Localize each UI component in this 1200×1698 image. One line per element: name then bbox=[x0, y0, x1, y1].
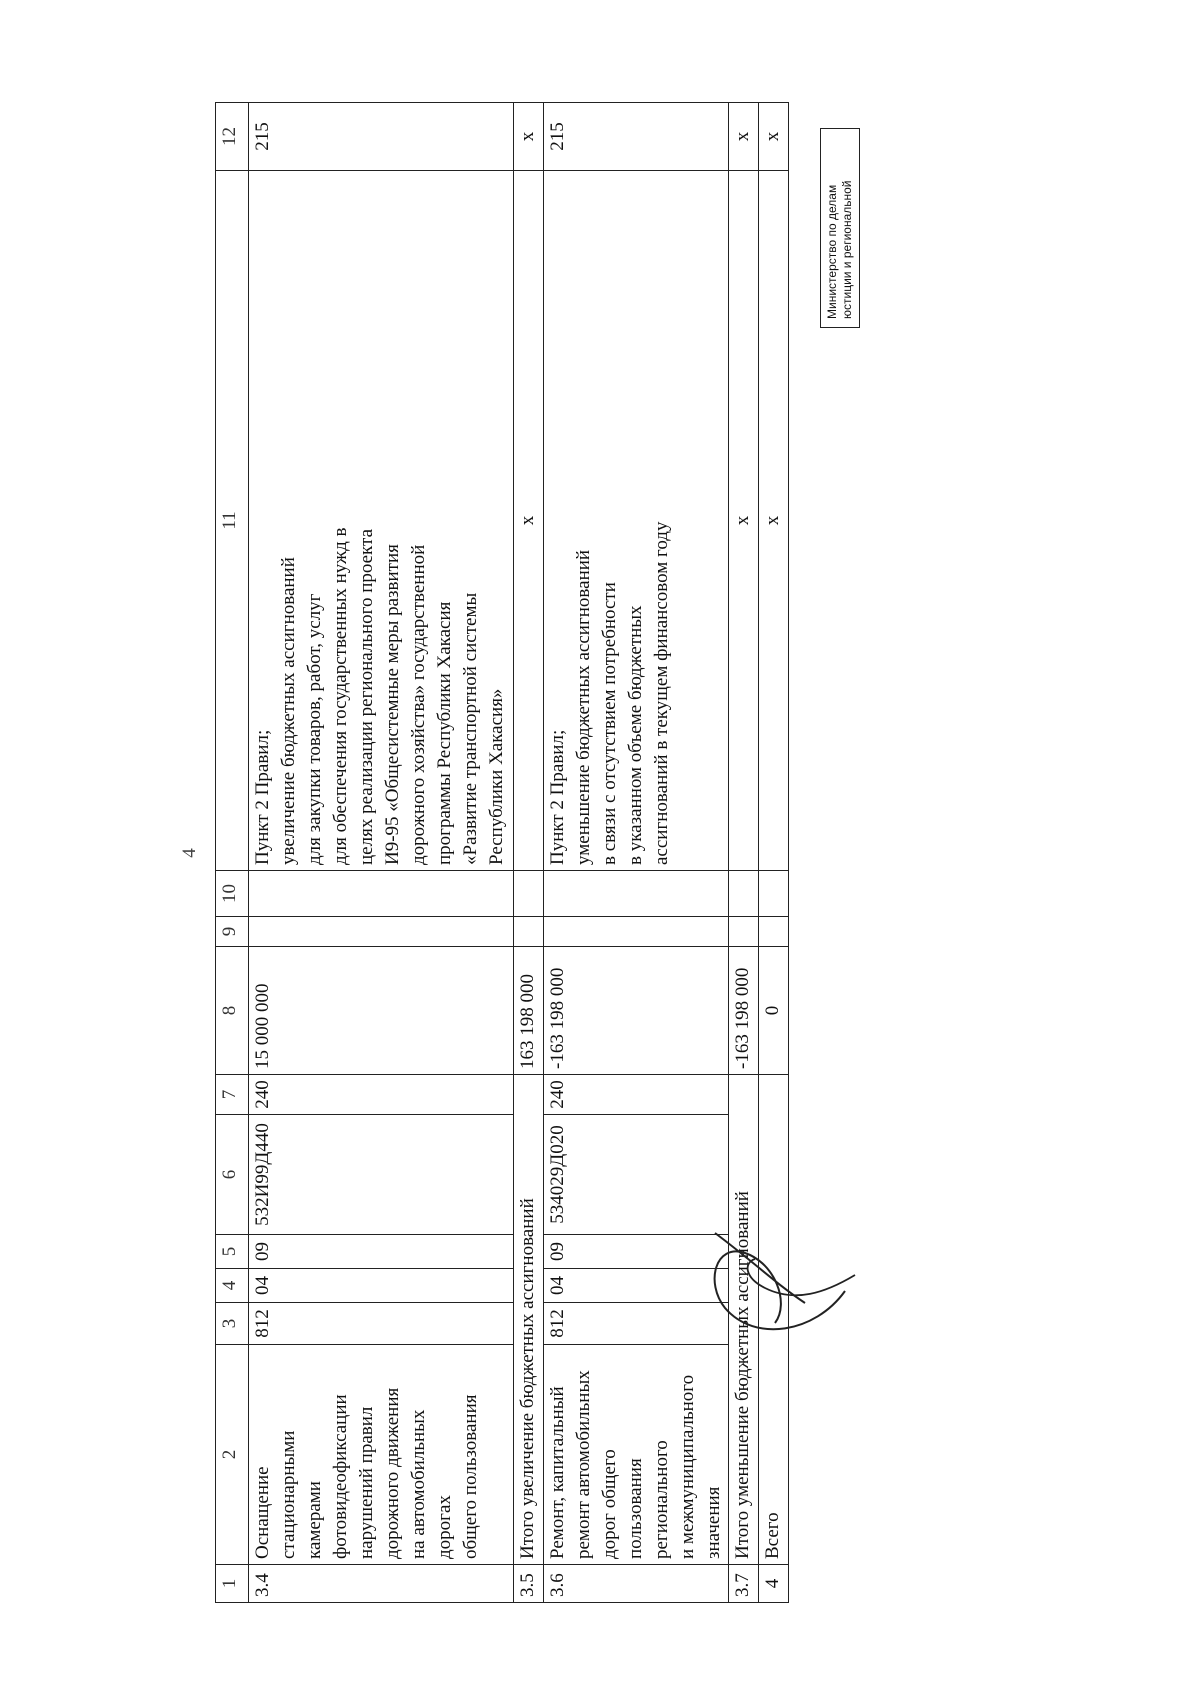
table-row bbox=[729, 103, 759, 1603]
col-header: 9 bbox=[216, 917, 249, 947]
ministry-stamp bbox=[820, 128, 860, 328]
code-12: x bbox=[759, 103, 789, 171]
code-subsection: 09 bbox=[249, 1235, 514, 1269]
basis-text: Пункт 2 Правил; уменьшение бюджетных ассигнований в связи с отсутствием потребности в указанном объеме бюджетных ассигнований в текущем финансовом году bbox=[544, 171, 729, 871]
row-number: 3.5 bbox=[514, 1565, 544, 1603]
col-header: 5 bbox=[216, 1235, 249, 1269]
col-header: 6 bbox=[216, 1115, 249, 1235]
total-label: Всего bbox=[759, 1075, 789, 1565]
row-number: 3.6 bbox=[544, 1565, 729, 1603]
amount: 0 bbox=[759, 947, 789, 1075]
code-section: 04 bbox=[544, 1269, 729, 1303]
code-ministry: 812 bbox=[249, 1303, 514, 1345]
code-target-article: 532И99Д440 bbox=[249, 1115, 514, 1235]
col-header: 7 bbox=[216, 1075, 249, 1115]
stamp-line: Министерство по делам bbox=[825, 184, 839, 319]
cell-10 bbox=[544, 871, 729, 917]
stamp-line: юстиции и региональной bbox=[840, 180, 854, 319]
code-12: x bbox=[514, 103, 544, 171]
cell-10 bbox=[249, 871, 514, 917]
code-target-article: 534029Д020 bbox=[544, 1115, 729, 1235]
col-header: 4 bbox=[216, 1269, 249, 1303]
rotated-page bbox=[175, 103, 865, 1603]
table-row bbox=[249, 103, 514, 1603]
amount: 15 000 000 bbox=[249, 947, 514, 1075]
row-number: 3.4 bbox=[249, 1565, 514, 1603]
row-number: 4 bbox=[759, 1565, 789, 1603]
col-header: 8 bbox=[216, 947, 249, 1075]
code-expense-type: 240 bbox=[249, 1075, 514, 1115]
col-header: 10 bbox=[216, 871, 249, 917]
code-subsection: 09 bbox=[544, 1235, 729, 1269]
amount: -163 198 000 bbox=[729, 947, 759, 1075]
code-12: 215 bbox=[544, 103, 729, 171]
col-header: 3 bbox=[216, 1303, 249, 1345]
item-name: Ремонт, капитальный ремонт автомобильных дорог общего пользования регионального и межмуниципального значения bbox=[544, 1345, 729, 1565]
col-header: 12 bbox=[216, 103, 249, 171]
code-expense-type: 240 bbox=[544, 1075, 729, 1115]
code-section: 04 bbox=[249, 1269, 514, 1303]
code-12: x bbox=[729, 103, 759, 171]
col-header: 2 bbox=[216, 1345, 249, 1565]
amount: -163 198 000 bbox=[544, 947, 729, 1075]
page-number: 4 bbox=[179, 848, 200, 858]
table-row bbox=[759, 103, 789, 1603]
basis-text: x bbox=[729, 171, 759, 871]
signature-icon bbox=[695, 1213, 865, 1363]
amount: 163 198 000 bbox=[514, 947, 544, 1075]
total-label: Итого уменьшение бюджетных ассигнований bbox=[729, 1075, 759, 1565]
cell-9 bbox=[544, 917, 729, 947]
item-name: Оснащение стационарными камерами фотовидеофиксации нарушений правил дорожного движения на автомобильных дорогах общего пользования bbox=[249, 1345, 514, 1565]
table-row bbox=[544, 103, 729, 1603]
code-12: 215 bbox=[249, 103, 514, 171]
column-number-row bbox=[216, 103, 249, 1603]
basis-text: x bbox=[514, 171, 544, 871]
basis-text: x bbox=[759, 171, 789, 871]
budget-table bbox=[215, 102, 789, 1603]
table-row bbox=[514, 103, 544, 1603]
col-header: 1 bbox=[216, 1565, 249, 1603]
total-label: Итого увеличение бюджетных ассигнований bbox=[514, 1075, 544, 1565]
cell-9 bbox=[249, 917, 514, 947]
basis-text: Пункт 2 Правил; увеличение бюджетных ассигнований для закупки товаров, работ, услуг для обеспечения государственных нужд в целях реализации регионального проекта И9-95 «Общесистемные меры развития дорожного хозяйства» государственной программы Республики Хакасия «Развитие транспортной системы Республики Хакасия» bbox=[249, 171, 514, 871]
row-number: 3.7 bbox=[729, 1565, 759, 1603]
col-header: 11 bbox=[216, 171, 249, 871]
code-ministry: 812 bbox=[544, 1303, 729, 1345]
